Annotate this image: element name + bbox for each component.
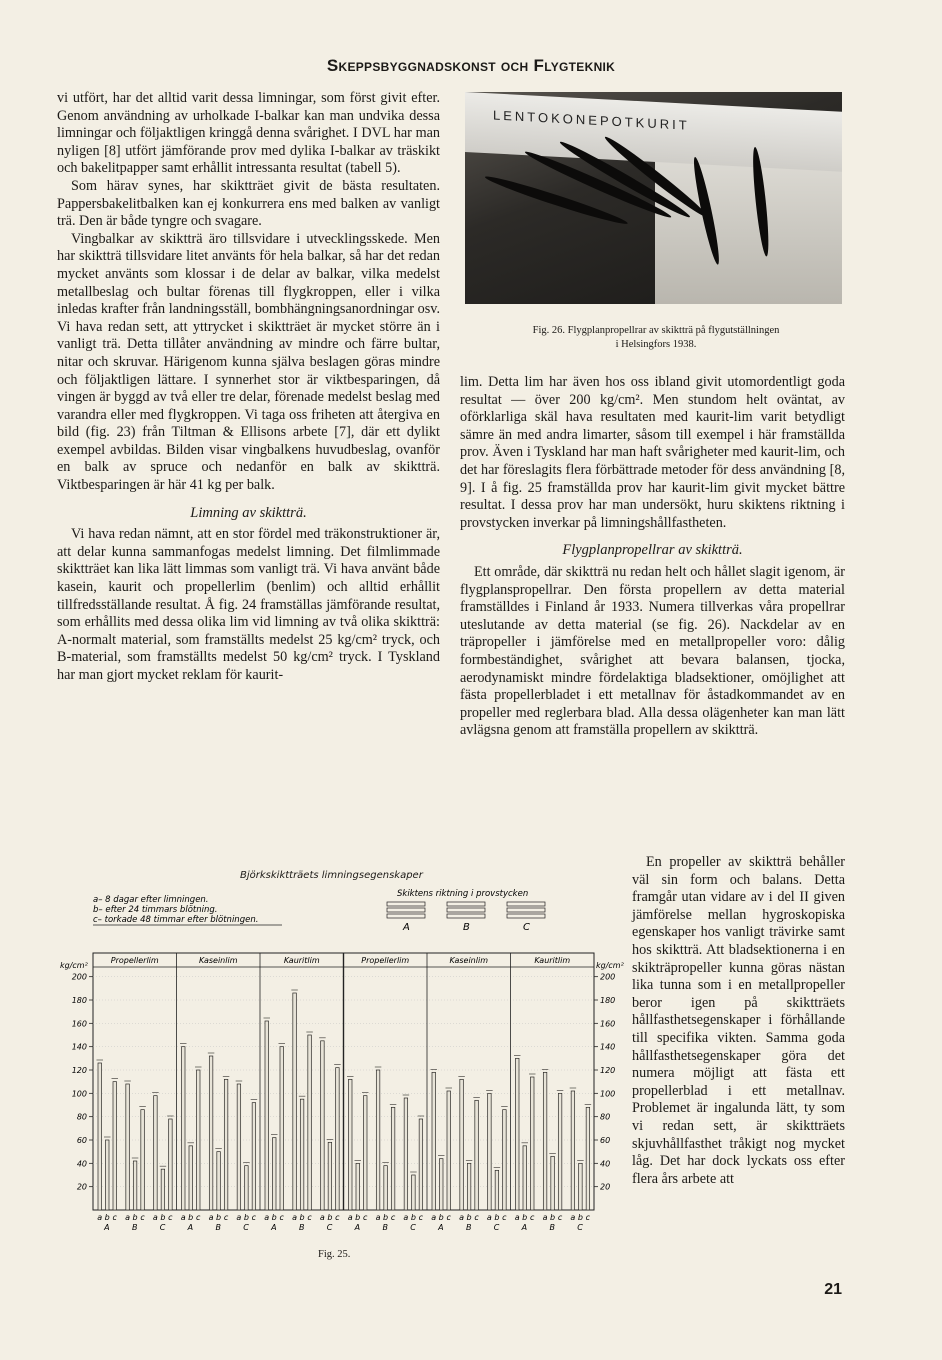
group-label: B (382, 1223, 388, 1232)
legend-entry: c– torkade 48 timmar efter blötningen. (93, 915, 259, 925)
sub-label: a (570, 1213, 576, 1222)
bar (475, 1100, 479, 1210)
sub-label: a (236, 1213, 242, 1222)
bar (265, 1021, 269, 1210)
bar (189, 1146, 193, 1210)
right-paragraph: lim. Detta lim har även hos oss ibland givit utomordentligt goda resultat — över 200 kg/cm². Men stundom helt oväntat, av oförklarliga skäl hava resultaten med kaurit-lim varit betydligt sämre än med andra limarter, såsom till exempel i här framställda prov. Även i Tyskland har man haft svårigheter med kaurit-lim, och det har föreslagits flera förbättrade metoder för dess användning [8, 9]. I å fig. 25 framställda prov har kaurit-lim givit mycket bättre resultat. I dessa prov har man undersökt, huru skiktens riktning i provstycken inverkar på limningshållfastheten. (460, 374, 845, 531)
narrow-paragraph: En propeller av skiktträ behåller väl sin form och balans. Detta framgår utan vidare av i del II given jämförelse mellan hygroskopiska egenskaper hos vanligt trävirke samt hos skiktträ. Att bladsektionerna i en skikträpropeller kunna göras nästan lika tunna som i en metallpropeller beror igen på skiktträets hållfasthetsegenskaper i förhållande till specifika vikten. Samma goda hållfasthetsegenskaper göra det numera möjligt att fästa ett propellerblad i ett metallnav. Problemet är ingalunda lätt, ty som vi redan sett, är skiktträets skjuvhållfasthet tråkigt nog mycket låg. Det har dock lyckats oss efter flera års arbete att (632, 854, 845, 1187)
bar (516, 1058, 520, 1210)
sub-label: a (208, 1213, 214, 1222)
sub-label: c (195, 1213, 201, 1222)
group-label: A (521, 1223, 528, 1232)
sub-label: c (557, 1213, 563, 1222)
bar (376, 1070, 380, 1210)
sub-label: a (514, 1213, 520, 1222)
bar (412, 1175, 416, 1210)
sub-label: a (459, 1213, 464, 1222)
bar (460, 1079, 464, 1210)
bar (308, 1035, 312, 1210)
sub-label: c (251, 1213, 257, 1222)
direction-strip (387, 902, 425, 906)
y-tick-label-right: 80 (600, 1112, 611, 1122)
chart-title: Björkskiktträets limningsegenskaper (240, 870, 423, 881)
sub-label: c (418, 1213, 424, 1222)
y-axis-label-left: kg/cm² (60, 961, 88, 970)
bar (356, 1163, 360, 1210)
legend-entry: a– 8 dagar efter limningen. (93, 895, 209, 905)
y-tick-label-right: 160 (600, 1019, 616, 1029)
group-label: B (215, 1223, 221, 1232)
y-tick-label-left: 60 (76, 1136, 87, 1145)
bar (336, 1068, 340, 1210)
bar (133, 1161, 137, 1210)
sub-label: c (446, 1213, 451, 1222)
bar (447, 1091, 451, 1210)
panel-label: Kaseinlim (199, 956, 238, 965)
group-label: C (410, 1223, 416, 1232)
y-tick-label-left: 140 (71, 1042, 87, 1052)
group-label: C (243, 1223, 249, 1232)
direction-strip (447, 914, 485, 918)
group-label: C (326, 1223, 333, 1232)
sub-label: b (160, 1213, 166, 1222)
left-paragraph: Vi hava redan nämnt, att en stor fördel med träkonstruktioner är, att delar kunna sammanfogas medelst limning. Det filmlimmade skiktträet kan lika lätt limmas som vanligt trä. Vi hava använt både kasein, kaurit och propellerlim (benlim) och alltid erhållit tillfredsställande resultat. Å fig. 24 framställas jämförande resultat, som erhållits med dessa olika lim vid limning av två olika skiktträ: A-normalt material, som framställts medelst 25 kg/cm² tryck, och B-material, som framställts medelst 50 kg/cm² tryck. I Tyskland har man gjort mycket reklam för kaurit- (57, 526, 440, 683)
sub-label: c (140, 1213, 145, 1222)
sub-label: b (355, 1213, 361, 1222)
sub-label: b (494, 1213, 500, 1222)
sub-label: a (292, 1213, 297, 1222)
bar (273, 1138, 277, 1210)
y-tick-label-right: 60 (600, 1136, 611, 1145)
bar (419, 1119, 423, 1210)
y-tick-label-left: 120 (71, 1066, 87, 1075)
sub-label: b (132, 1213, 138, 1222)
bar (579, 1163, 583, 1210)
panel-label: Propellerlim (110, 956, 159, 965)
direction-group-label: C (523, 922, 530, 933)
bar (169, 1119, 173, 1210)
sub-label: c (279, 1213, 284, 1222)
sub-label: a (125, 1213, 130, 1222)
bar (321, 1041, 325, 1210)
bar (551, 1156, 555, 1210)
sub-label: a (542, 1213, 548, 1222)
bar (503, 1110, 507, 1210)
bar (391, 1107, 395, 1210)
right-column (460, 374, 845, 740)
bar (141, 1110, 145, 1210)
bar (280, 1047, 284, 1210)
panel-label: Kauritlim (283, 956, 320, 965)
left-column (57, 90, 440, 685)
group-label: A (187, 1223, 194, 1232)
bar (197, 1070, 201, 1210)
sub-label: c (529, 1213, 535, 1222)
sub-label: c (223, 1213, 229, 1222)
exhibit-banner (465, 92, 842, 172)
sub-label: b (215, 1213, 222, 1222)
bar (252, 1103, 256, 1210)
sub-label: c (362, 1213, 368, 1222)
y-tick-label-left: 20 (76, 1182, 87, 1192)
sub-label: a (180, 1213, 186, 1222)
direction-group-label: B (463, 922, 470, 933)
y-tick-label-left: 100 (71, 1089, 87, 1099)
sub-label: a (431, 1213, 437, 1222)
direction-strip (507, 902, 545, 906)
bar (209, 1056, 213, 1210)
narrow-column (632, 854, 845, 1188)
y-tick-label-right: 140 (600, 1042, 616, 1052)
bar (558, 1093, 562, 1210)
sub-label: a (403, 1213, 409, 1222)
direction-label: Skiktens riktning i provstycken (397, 889, 529, 899)
panel-label: Kaseinlim (449, 956, 488, 965)
y-tick-label-right: 100 (600, 1089, 616, 1099)
sub-label: b (438, 1213, 444, 1222)
sub-label: b (243, 1213, 249, 1222)
sub-label: c (168, 1213, 173, 1222)
propeller-1 (483, 172, 629, 228)
y-tick-label-right: 200 (600, 972, 616, 982)
sub-label: a (319, 1213, 325, 1222)
figure-25-chart (57, 878, 632, 1246)
bar (384, 1166, 388, 1210)
bar (467, 1163, 471, 1210)
running-header: Skeppsbyggnadskonst och Flygteknik (326, 56, 616, 75)
sub-label: b (522, 1213, 528, 1222)
page-number: 21 (824, 1281, 842, 1298)
sub-label: c (307, 1213, 312, 1222)
bar (126, 1084, 130, 1210)
bar (182, 1047, 186, 1210)
y-tick-label-right: 20 (600, 1182, 611, 1192)
bar (495, 1170, 499, 1210)
direction-strip (447, 902, 485, 906)
direction-strip (507, 914, 545, 918)
bar (106, 1140, 110, 1210)
group-label: B (466, 1223, 472, 1232)
panel-label: Propellerlim (361, 956, 410, 965)
sub-label: c (585, 1213, 591, 1222)
bar (440, 1159, 444, 1210)
sub-label: c (335, 1213, 340, 1222)
bar (531, 1077, 535, 1210)
bar (488, 1093, 492, 1210)
right-heading: Flygplanpropellrar av skiktträ. (562, 542, 743, 559)
sub-label: c (502, 1213, 507, 1222)
sub-label: a (347, 1213, 353, 1222)
propeller-photo (465, 92, 842, 304)
bar (543, 1072, 547, 1210)
bar (154, 1096, 158, 1210)
sub-label: b (549, 1213, 556, 1222)
direction-group-label: A (403, 922, 410, 933)
group-label: C (577, 1223, 583, 1232)
sub-label: b (382, 1213, 389, 1222)
sub-label: b (299, 1213, 305, 1222)
bar (217, 1152, 221, 1210)
group-label: C (493, 1223, 500, 1232)
left-heading: Limning av skiktträ. (190, 504, 307, 521)
bar (161, 1169, 165, 1210)
bar (328, 1142, 332, 1210)
bar (349, 1079, 353, 1210)
group-label: A (438, 1223, 444, 1232)
bar (98, 1063, 102, 1210)
bar (404, 1098, 408, 1210)
bar (224, 1079, 228, 1210)
bar (432, 1072, 436, 1210)
sub-label: c (390, 1213, 396, 1222)
group-label: A (104, 1223, 110, 1232)
sub-label: c (474, 1213, 479, 1222)
figure-25-label: Fig. 25. (318, 1249, 351, 1260)
caption-line-1: Fig. 26. Flygplanpropellrar av skiktträ på flygutställningen (532, 325, 780, 336)
panel-label: Kauritlim (534, 956, 571, 965)
group-label: A (271, 1223, 277, 1232)
direction-strip (507, 908, 545, 912)
sub-label: a (97, 1213, 103, 1222)
sub-label: b (188, 1213, 194, 1222)
bar (293, 993, 297, 1210)
y-tick-label-right: 120 (600, 1066, 616, 1075)
sub-label: c (112, 1213, 117, 1222)
left-paragraph: Vingbalkar av skiktträ äro tillsvidare i utvecklingsskede. Men har skiktträ tillsvidare litet använts för hela balkar, så har det redan mycket använts som klossar i de delar av balkar, vilka medelst metallbeslag och bultar förenas till flygkroppen, eller i vilka inledas krafter från landningsställ, bombhängningsanordningar osv. Vi hava redan sett, att yttrycket i skiktträet är mycket större än i vanligt trä. Detta tillåter användning av mindre och färre bultar, nitar och skruvar. Härigenom kunna själva beslagen göras mindre och följaktligen lättare. I synnerhet stor är viktbesparingen, då vingen är byggd av två eller tre delar, förenade medelst beslag med varandra eller med flygkroppen. Vi taga oss friheten att återgiva en bild (fig. 23) från Tiltman & Ellisons arbete [7], där ett dylikt exempel avbildas. Bilden visar vingbalkens huvudbeslag, ovanför en balk av spruce och nedanför en balk av skiktträ. Viktbesparingen är här 41 kg per balk. (57, 230, 440, 494)
bar (113, 1082, 117, 1210)
sub-label: b (271, 1213, 277, 1222)
sub-label: a (264, 1213, 270, 1222)
direction-strip (387, 908, 425, 912)
y-tick-label-left: 80 (76, 1112, 87, 1122)
direction-strip (387, 914, 425, 918)
direction-strip (447, 908, 485, 912)
caption-line-2: i Helsingfors 1938. (615, 339, 697, 350)
y-tick-label-right: 40 (600, 1159, 611, 1169)
right-paragraph: Ett område, där skiktträ nu redan helt och hållet slagit igenom, är flygplanspropellrar. Den första propellern av detta material framställdes i Finland år 1933. Numera tillverkas våra propellrar uteslutande av detta material (se fig. 26). Nackdelar av en träpropeller i jämförelse med en metallpropeller voro: dålig formbeständighet, svårighet att bevara balansen, tjocka, aerodynamiskt mindre fördelaktiga bladsektioner, omöjlighet att fästa propellerbladet i ett metallnav för åstadkommandet av en propeller med reglerbara blad. Alla dessa olägenheter kan man lätt avlägsna genom att framställa propellern av skiktträ. (460, 563, 845, 739)
group-label: B (132, 1223, 138, 1232)
group-label: A (354, 1223, 361, 1232)
sub-label: b (104, 1213, 110, 1222)
bar (364, 1096, 368, 1210)
sub-label: b (410, 1213, 416, 1222)
y-tick-label-left: 40 (76, 1159, 87, 1169)
figure-26-caption (466, 324, 846, 352)
bar (300, 1099, 304, 1210)
y-tick-label-left: 160 (71, 1019, 87, 1029)
y-axis-label-right: kg/cm² (596, 961, 624, 970)
y-tick-label-left: 200 (71, 972, 87, 982)
sub-label: b (466, 1213, 472, 1222)
sub-label: b (327, 1213, 333, 1222)
bar (245, 1166, 249, 1210)
sub-label: b (577, 1213, 583, 1222)
left-paragraph: vi utfört, har det alltid varit dessa limningar, som först givit efter. Genom användning av urholkade I-balkar kan man undvika dessa limningar och följaktligen kringgå denna svårighet. I DVL har man nyligen [8] utfört jämförande prov med dylika I-balkar av träskikt och bakelitpapper samt erhållit intressanta resultat (tabell 5). (57, 90, 440, 177)
y-tick-label-right: 180 (600, 996, 616, 1005)
sub-label: a (152, 1213, 158, 1222)
group-label: B (299, 1223, 305, 1232)
sub-label: a (375, 1213, 381, 1222)
y-tick-label-left: 180 (71, 996, 87, 1005)
sub-label: a (486, 1213, 492, 1222)
banner-text: LENTOKONEPOTKURIT (493, 107, 690, 133)
bar (571, 1091, 575, 1210)
legend-entry: b– efter 24 timmars blötning. (93, 905, 218, 915)
group-label: B (549, 1223, 555, 1232)
group-label: C (159, 1223, 166, 1232)
bar (586, 1107, 590, 1210)
bar (237, 1084, 241, 1210)
left-paragraph: Som härav synes, har skiktträet givit de bästa resultaten. Pappersbakelitbalken kan ej konkurrera ens med balken av vanligt trä. Den är både tyngre och svagare. (57, 177, 440, 230)
bar (523, 1146, 527, 1210)
